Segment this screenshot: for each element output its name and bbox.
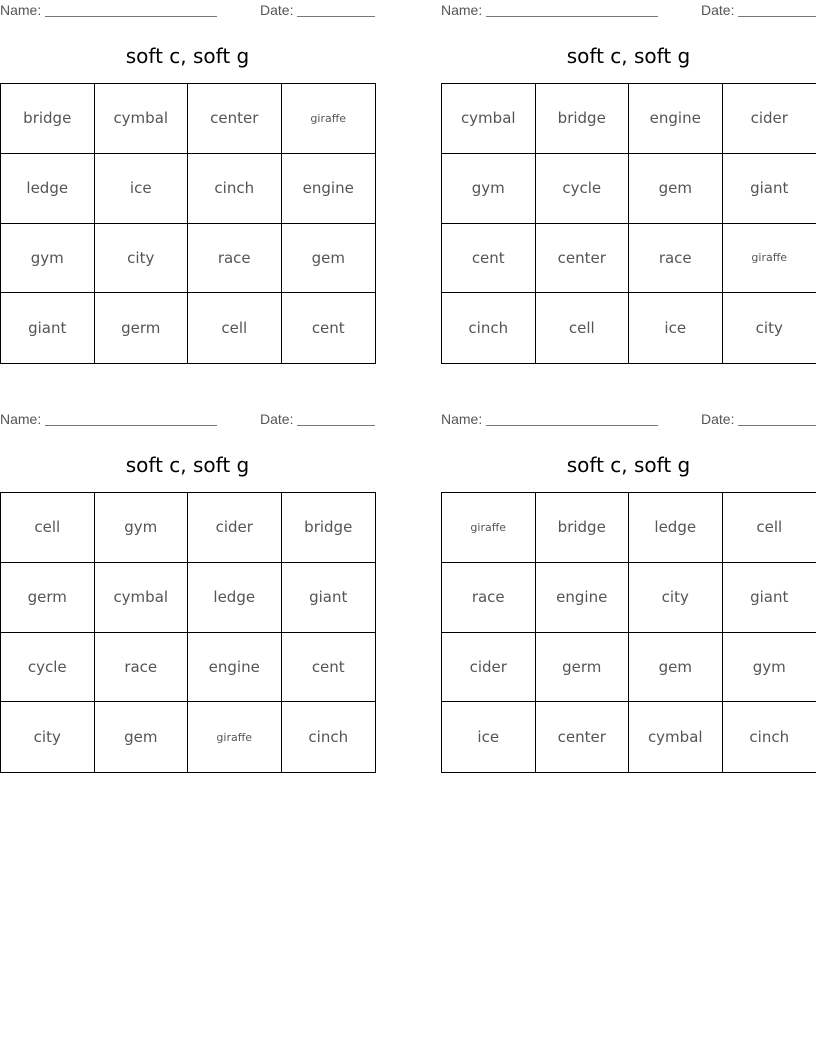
bingo-cell[interactable]: bridge xyxy=(536,493,630,563)
name-date-header xyxy=(441,411,816,429)
bingo-cell[interactable]: race xyxy=(629,224,723,294)
date-label: Date: xyxy=(701,411,735,427)
date-field[interactable] xyxy=(738,2,816,17)
bingo-grid xyxy=(0,83,376,364)
bingo-cell[interactable]: gym xyxy=(442,154,536,224)
bingo-cell[interactable]: ice xyxy=(442,702,536,772)
date-field[interactable] xyxy=(297,411,375,426)
bingo-cell[interactable]: giraffe xyxy=(188,702,282,772)
card-title: soft c, soft g xyxy=(566,44,691,68)
bingo-cell[interactable]: giant xyxy=(282,563,376,633)
bingo-cell[interactable]: giraffe xyxy=(282,84,376,154)
bingo-cell[interactable]: cell xyxy=(536,293,630,363)
name-label: Name: xyxy=(441,411,483,427)
bingo-cell[interactable]: city xyxy=(1,702,95,772)
bingo-card-4 xyxy=(441,409,816,789)
bingo-cell[interactable]: gym xyxy=(1,224,95,294)
bingo-cell[interactable]: bridge xyxy=(1,84,95,154)
bingo-cell[interactable]: ice xyxy=(95,154,189,224)
card-title: soft c, soft g xyxy=(125,44,250,68)
name-date-header xyxy=(0,2,375,20)
bingo-cell[interactable]: cymbal xyxy=(629,702,723,772)
bingo-cell[interactable]: cymbal xyxy=(442,84,536,154)
bingo-cell[interactable]: cymbal xyxy=(95,563,189,633)
date-label: Date: xyxy=(260,411,294,427)
name-field[interactable] xyxy=(486,411,658,426)
bingo-cell[interactable]: giraffe xyxy=(442,493,536,563)
bingo-cell[interactable]: cent xyxy=(442,224,536,294)
card-title: soft c, soft g xyxy=(566,453,691,477)
bingo-cell[interactable]: engine xyxy=(536,563,630,633)
bingo-cell[interactable]: ledge xyxy=(188,563,282,633)
bingo-card-1 xyxy=(0,0,375,380)
name-label: Name: xyxy=(0,411,42,427)
bingo-cell[interactable]: cymbal xyxy=(95,84,189,154)
name-field[interactable] xyxy=(45,2,217,17)
bingo-cell[interactable]: ice xyxy=(629,293,723,363)
bingo-cell[interactable]: engine xyxy=(282,154,376,224)
bingo-grid xyxy=(441,83,816,364)
date-label: Date: xyxy=(260,2,294,18)
bingo-cell[interactable]: city xyxy=(629,563,723,633)
bingo-cell[interactable]: engine xyxy=(629,84,723,154)
bingo-cell[interactable]: cycle xyxy=(536,154,630,224)
bingo-cell[interactable]: cycle xyxy=(1,633,95,703)
bingo-cell[interactable]: center xyxy=(536,702,630,772)
bingo-grid xyxy=(0,492,376,773)
bingo-grid xyxy=(441,492,816,773)
name-field[interactable] xyxy=(45,411,217,426)
bingo-cell[interactable]: bridge xyxy=(282,493,376,563)
bingo-cell[interactable]: gym xyxy=(95,493,189,563)
name-field[interactable] xyxy=(486,2,658,17)
bingo-cell[interactable]: city xyxy=(95,224,189,294)
bingo-cell[interactable]: cinch xyxy=(442,293,536,363)
bingo-cell[interactable]: cider xyxy=(723,84,816,154)
bingo-cell[interactable]: cent xyxy=(311,319,345,338)
date-label: Date: xyxy=(701,2,735,18)
bingo-cell[interactable]: giraffe xyxy=(723,224,816,294)
bingo-cell[interactable]: ledge xyxy=(1,154,95,224)
bingo-cell[interactable]: cider xyxy=(442,633,536,703)
bingo-cell[interactable]: germ xyxy=(536,633,630,703)
bingo-card-2 xyxy=(441,0,816,380)
bingo-cell[interactable]: gem xyxy=(95,702,189,772)
name-label: Name: xyxy=(441,2,483,18)
bingo-cell[interactable]: gem xyxy=(629,154,723,224)
bingo-cell[interactable]: germ xyxy=(1,563,95,633)
bingo-cell[interactable]: race xyxy=(188,224,282,294)
card-title: soft c, soft g xyxy=(125,453,250,477)
bingo-cell[interactable]: center xyxy=(188,84,282,154)
bingo-cell[interactable]: gym xyxy=(723,633,816,703)
bingo-cell[interactable]: race xyxy=(95,633,189,703)
bingo-cell[interactable]: city xyxy=(755,319,783,338)
bingo-cell[interactable]: giant xyxy=(723,563,816,633)
bingo-cell[interactable]: ledge xyxy=(629,493,723,563)
bingo-cell[interactable]: center xyxy=(536,224,630,294)
name-date-header xyxy=(0,411,375,429)
date-field[interactable] xyxy=(738,411,816,426)
date-field[interactable] xyxy=(297,2,375,17)
bingo-cell[interactable]: cell xyxy=(188,293,282,363)
bingo-cell[interactable]: giant xyxy=(1,293,95,363)
bingo-cell[interactable]: engine xyxy=(188,633,282,703)
bingo-cell[interactable]: bridge xyxy=(536,84,630,154)
bingo-cell[interactable]: giant xyxy=(723,154,816,224)
bingo-cell[interactable]: germ xyxy=(95,293,189,363)
bingo-cell[interactable]: cinch xyxy=(749,728,790,747)
bingo-cell[interactable]: race xyxy=(442,563,536,633)
bingo-card-3 xyxy=(0,409,375,789)
bingo-cell[interactable]: cider xyxy=(188,493,282,563)
bingo-cell[interactable]: gem xyxy=(629,633,723,703)
bingo-cell[interactable]: cinch xyxy=(188,154,282,224)
bingo-cell[interactable]: cinch xyxy=(308,728,349,747)
bingo-cell[interactable]: cell xyxy=(723,493,816,563)
bingo-cell[interactable]: gem xyxy=(282,224,376,294)
bingo-cell[interactable]: cent xyxy=(282,633,376,703)
name-label: Name: xyxy=(0,2,42,18)
bingo-cell[interactable]: cell xyxy=(1,493,95,563)
name-date-header xyxy=(441,2,816,20)
